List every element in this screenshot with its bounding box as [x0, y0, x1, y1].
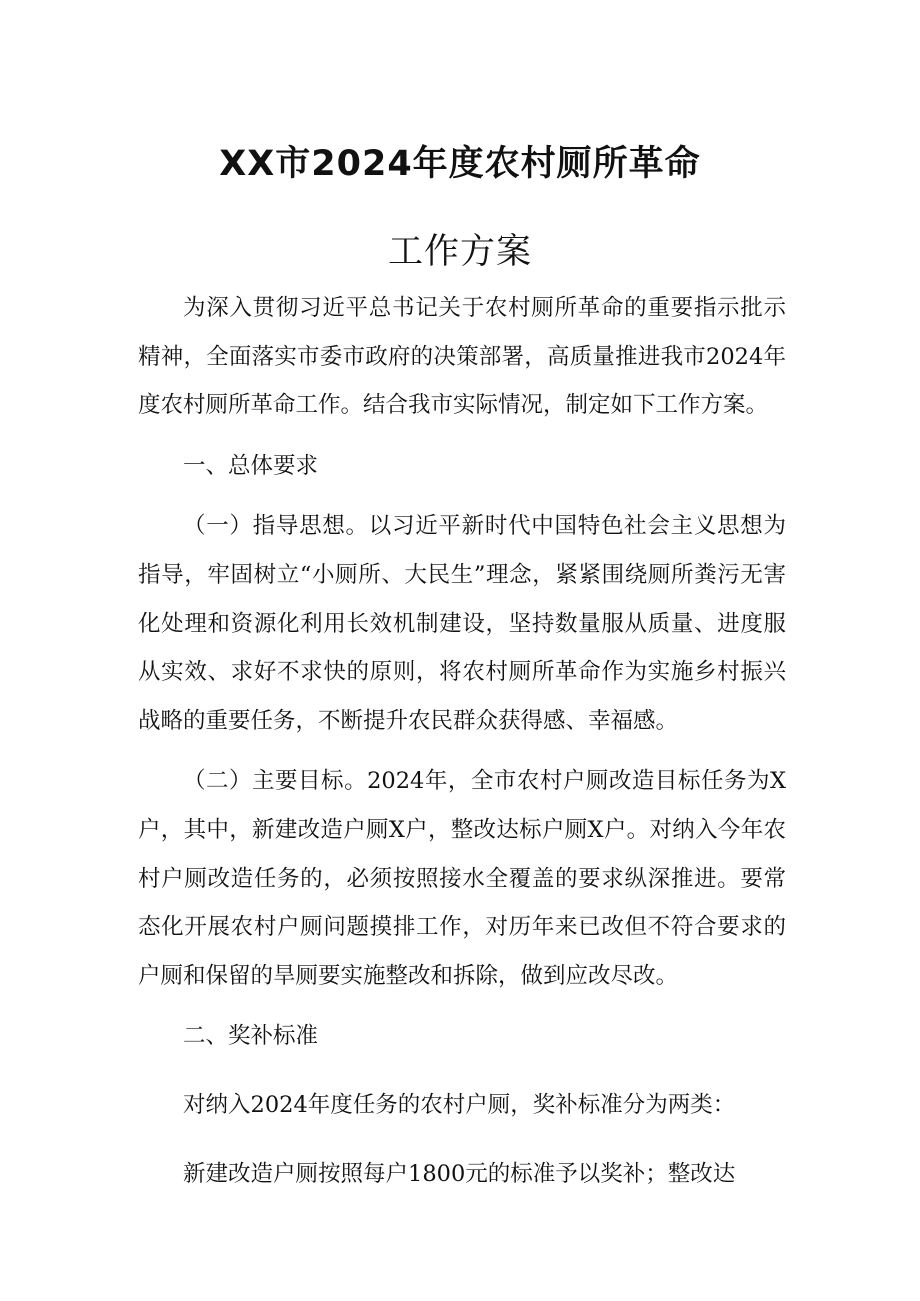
document-title-line1: XX市2024年度农村厕所革命 — [219, 144, 701, 184]
main-goals-paragraph: （二）主要目标。2024年，全市农村户厕改造目标任务为X户，其中，新建改造户厕X户，整改达标户厕X户。对纳入今年农村户厕改造任务的，必须按照接水全覆盖的要求纵深推进。要常态化开展农村户厕问题摸排工作，对历年来已改但不符合要求的户厕和保留的旱厕要实施整改和拆除，做到应改尽改。 — [138, 768, 786, 989]
section-heading-subsidy-standards: 二、奖补标准 — [183, 1023, 319, 1050]
subsidy-amount-paragraph: 新建改造户厕按照每户1800元的标准予以奖补；整改达 — [183, 1160, 736, 1187]
section-heading-general-requirements: 一、总体要求 — [183, 452, 319, 479]
guiding-ideology-paragraph: （一）指导思想。以习近平新时代中国特色社会主义思想为指导，牢固树立“小厕所、大民生”理念，紧紧围绕厕所粪污无害化处理和资源化利用长效机制建设，坚持数量服从质量、进度服从实效、求好不求快的原则，将农村厕所革命作为实施乡村振兴战略的重要任务，不断提升农民群众获得感、幸福感。 — [138, 513, 786, 734]
document-body — [138, 284, 786, 1198]
intro-paragraph: 为深入贯彻习近平总书记关于农村厕所革命的重要指示批示精神，全面落实市委市政府的决策部署，高质量推进我市2024年度农村厕所革命工作。结合我市实际情况，制定如下工作方案。 — [138, 295, 786, 419]
document-title-line2: 工作方案 — [387, 232, 532, 272]
subsidy-categories-paragraph: 对纳入2024年度任务的农村户厕，奖补标准分为两类： — [183, 1091, 736, 1118]
